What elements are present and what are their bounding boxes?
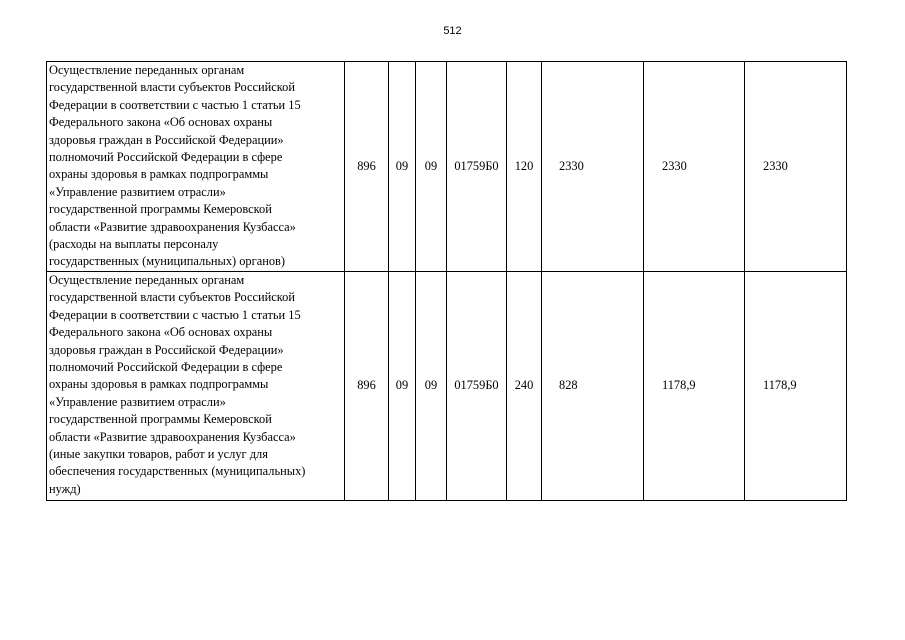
section-code: 09 — [389, 271, 416, 500]
ministry-code: 896 — [345, 62, 389, 272]
table-row — [47, 62, 847, 272]
ministry-code: 896 — [345, 271, 389, 500]
row-description: Осуществление переданных органам государственной власти субъектов Российской Федерации в соответствии с частью 1 статьи 15 Федерального закона «Об основах охраны здоровья граждан в Российской Федерации» полномочий Российской Федерации в сфере охраны здоровья в рамках подпрограммы «Управление развитием отрасли» государственной программы Кемеровской области «Развитие здравоохранения Кузбасса» (расходы на выплаты персоналу государственных (муниципальных) органов) — [47, 62, 345, 272]
table-row — [47, 271, 847, 500]
subsection-code: 09 — [416, 62, 447, 272]
amount-year-1: 2330 — [542, 62, 644, 272]
budget-table — [46, 61, 847, 501]
section-code: 09 — [389, 62, 416, 272]
subsection-code: 09 — [416, 271, 447, 500]
amount-year-3: 2330 — [745, 62, 847, 272]
target-article-code: 01759Б0 — [447, 62, 507, 272]
target-article-code: 01759Б0 — [447, 271, 507, 500]
expense-type-code: 120 — [507, 62, 542, 272]
page-number: 512 — [443, 25, 462, 37]
amount-year-3: 1178,9 — [745, 271, 847, 500]
amount-year-2: 1178,9 — [644, 271, 745, 500]
amount-year-1: 828 — [542, 271, 644, 500]
row-description: Осуществление переданных органам государственной власти субъектов Российской Федерации в соответствии с частью 1 статьи 15 Федерального закона «Об основах охраны здоровья граждан в Российской Федерации» полномочий Российской Федерации в сфере охраны здоровья в рамках подпрограммы «Управление развитием отрасли» государственной программы Кемеровской области «Развитие здравоохранения Кузбасса» (иные закупки товаров, работ и услуг для обеспечения государственных (муниципальных) нужд) — [47, 271, 345, 500]
amount-year-2: 2330 — [644, 62, 745, 272]
expense-type-code: 240 — [507, 271, 542, 500]
